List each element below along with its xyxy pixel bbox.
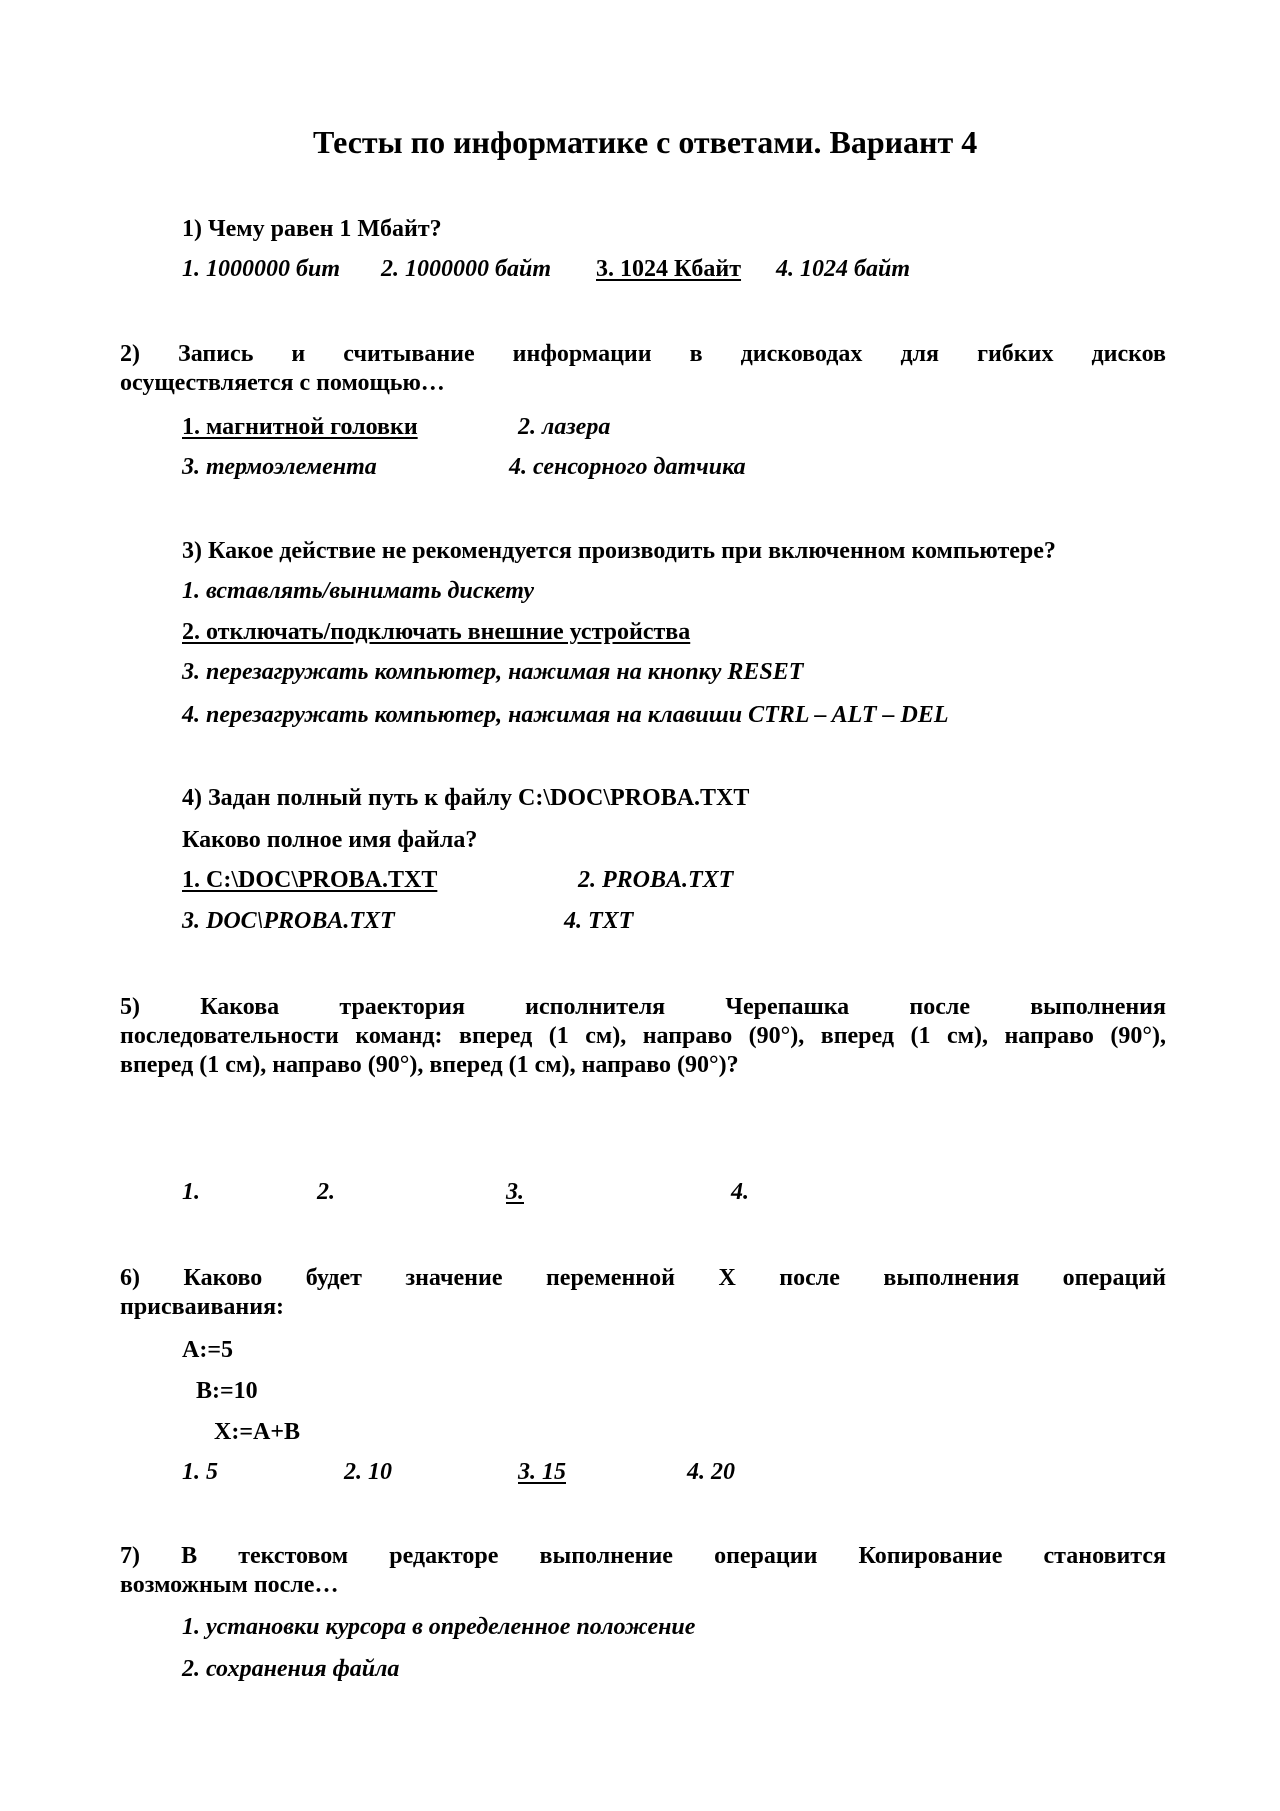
question-6-line-1: 6) Каково будет значение переменной X после выполнения операций bbox=[120, 1265, 1166, 1291]
q6-option-3-correct: 3. 15 bbox=[518, 1459, 566, 1485]
question-7 bbox=[120, 1542, 1166, 1600]
question-5-line-1: 5) Какова траектория исполнителя Черепашка после выполнения bbox=[120, 994, 1166, 1020]
q7-option-2: 2. сохранения файла bbox=[182, 1656, 400, 1682]
q6-option-4: 4. 20 bbox=[687, 1459, 735, 1485]
question-5-line-2: последовательности команд: вперед (1 см), направо (90°), вперед (1 см), направо (90°), bbox=[120, 1023, 1166, 1049]
question-5 bbox=[120, 993, 1166, 1080]
q1-option-3-correct: 3. 1024 Кбайт bbox=[596, 256, 742, 282]
q1-option-1: 1. 1000000 бит bbox=[182, 256, 340, 282]
q5-option-4: 4. bbox=[731, 1179, 749, 1205]
question-4-sub: Каково полное имя файла? bbox=[182, 827, 478, 853]
q6-code-line-1: A:=5 bbox=[182, 1337, 233, 1363]
q6-option-1: 1. 5 bbox=[182, 1459, 218, 1485]
question-1: 1) Чему равен 1 Мбайт? bbox=[182, 216, 442, 242]
q4-option-2: 2. PROBA.TXT bbox=[578, 867, 734, 893]
question-3: 3) Какое действие не рекомендуется производить при включенном компьютере? bbox=[182, 538, 1056, 564]
question-5-line-3: вперед (1 см), направо (90°), вперед (1 см), направо (90°)? bbox=[120, 1052, 739, 1078]
q4-option-4: 4. TXT bbox=[564, 908, 634, 934]
q6-code-line-2: B:=10 bbox=[196, 1378, 258, 1404]
q6-code-line-3: X:=A+B bbox=[214, 1419, 301, 1445]
question-2 bbox=[120, 340, 1166, 398]
question-7-line-1: 7) В текстовом редакторе выполнение операции Копирование становится bbox=[120, 1543, 1166, 1569]
q1-option-4: 4. 1024 байт bbox=[776, 256, 910, 282]
q2-option-2: 2. лазера bbox=[518, 414, 611, 440]
page-title: Тесты по информатике с ответами. Вариант 4 bbox=[313, 124, 978, 160]
q3-option-1: 1. вставлять/вынимать дискету bbox=[182, 578, 534, 604]
q3-option-3: 3. перезагружать компьютер, нажимая на кнопку RESET bbox=[182, 659, 804, 685]
q4-option-3: 3. DOC\PROBA.TXT bbox=[182, 908, 395, 934]
q2-option-4: 4. сенсорного датчика bbox=[509, 454, 746, 480]
q1-option-2: 2. 1000000 байт bbox=[381, 256, 551, 282]
q3-option-4: 4. перезагружать компьютер, нажимая на клавиши CTRL – ALT – DEL bbox=[182, 702, 949, 728]
question-6 bbox=[120, 1264, 1166, 1322]
question-6-line-2: присваивания: bbox=[120, 1294, 285, 1320]
q2-option-1-correct: 1. магнитной головки bbox=[182, 414, 418, 440]
q2-option-3: 3. термоэлемента bbox=[182, 454, 377, 480]
q5-option-3-correct: 3. bbox=[506, 1179, 524, 1205]
q7-option-1: 1. установки курсора в определенное положение bbox=[182, 1614, 696, 1640]
q5-option-1: 1. bbox=[182, 1179, 200, 1205]
question-7-line-2: возможным после… bbox=[120, 1572, 339, 1598]
q4-option-1-correct: 1. C:\DOC\PROBA.TXT bbox=[182, 867, 438, 893]
q3-option-2-correct: 2. отключать/подключать внешние устройства bbox=[182, 619, 691, 645]
question-2-line-1: 2) Запись и считывание информации в дисководах для гибких дисков bbox=[120, 341, 1166, 367]
question-4: 4) Задан полный путь к файлу C:\DOC\PROBA.TXT bbox=[182, 785, 750, 811]
q6-option-2: 2. 10 bbox=[344, 1459, 392, 1485]
q5-option-2: 2. bbox=[317, 1179, 335, 1205]
question-2-line-2: осуществляется с помощью… bbox=[120, 370, 445, 396]
